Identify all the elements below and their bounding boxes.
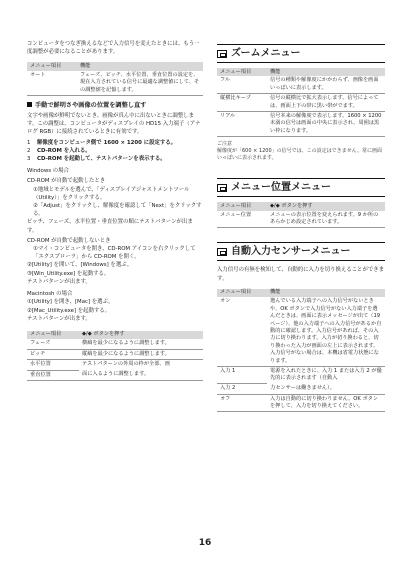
zoom-menu-title: ズームメニュー <box>231 48 301 59</box>
step-number: 3 <box>27 156 31 163</box>
header-cell: メニュー項目 <box>27 62 77 70</box>
header-cell: ◆/◆ ボタンを押す <box>267 202 385 210</box>
menu-item-cell: フェーズ <box>27 339 79 349</box>
function-cell: 信号本来の解像度で表示します。1600 × 1200 未満の信号は画面の中央に表示され、周囲は黒い枠になります。 <box>267 112 385 137</box>
menu-item-cell: フル <box>217 76 267 93</box>
table-row <box>217 384 385 394</box>
menu-position-icon <box>217 184 227 192</box>
function-cell: テストパターンの外周の枠が全部、画 <box>82 361 170 368</box>
header-cell: 機能 <box>267 289 385 297</box>
menu-position-title: メニュー位置メニュー <box>231 182 331 194</box>
note-title: ご注意 <box>217 141 233 148</box>
auto-input-icon <box>217 248 227 256</box>
instruction-line: ①地域とモデルを選んで、「ディスプレイアジャストメントツール（Utility）」をクリックする。 <box>33 186 190 201</box>
menu-item-cell: 水平位置 <box>27 360 79 370</box>
zoom-menu-heading <box>217 44 385 63</box>
function-cell: 選んでいる入力端子への入力信号がないときや、OK ボタンで入力信号がない入力端子を選んだときは、画面に表示メッセージが出て（19 ページ）、他の入力端子への入力信号があるか自動的に確認します。入力信号があれば、その入力に切り換わります。入力が切り換わると、切り換わった入力が画面の左上に表示されます。入力信号がない場合は、本機は省電力状態になります。 <box>267 297 385 366</box>
menu-item-cell: リアル <box>217 112 267 137</box>
instruction-line: ピッチ、フェーズ、水平位置・垂直位置の順にテストパターンが出ます。 <box>27 219 193 234</box>
step-item <box>27 147 203 155</box>
step-item <box>27 139 203 147</box>
table-row <box>217 394 385 412</box>
function-cell: 力センサーは働きません）。 <box>267 384 385 394</box>
step-text-tail: を表示する。 <box>133 156 166 163</box>
function-cell: 入力は自動的に切り換わりません。OK ボタンを押して、入力を切り換えてください。 <box>267 394 385 412</box>
mac-title: Macintosh の場合 <box>27 291 73 298</box>
table-header <box>217 202 385 210</box>
note-text: 解像度が「600 × 1200」の信号では、この設定はできません。常に画面いっぱいに表示されます。 <box>217 148 382 162</box>
table-row <box>217 211 385 228</box>
function-cell: 信号の縦横比で拡大表示します。信号によっては、画面上下の帯に黒い帯がでます。 <box>267 94 385 112</box>
function-cell: 横縞を最少になるように調整します。 <box>79 339 203 349</box>
section-heading <box>27 102 203 110</box>
table-row <box>27 370 203 380</box>
table-row <box>217 297 385 366</box>
table-row <box>217 366 385 383</box>
windows-title: Windows の場合 <box>27 168 69 175</box>
windows-block <box>27 167 203 286</box>
menu-item-cell: ピッチ <box>27 349 79 359</box>
step-text: CD-ROM を入れる。 <box>37 147 91 154</box>
step-item <box>27 155 203 163</box>
windows-subtitle-manual: CD-ROM が自動で起動しないとき <box>27 237 111 244</box>
function-cell: 面に入るように調整します。 <box>79 370 203 380</box>
table-header <box>27 331 203 339</box>
auto-adjust-table <box>27 62 203 96</box>
steps-list <box>27 139 203 164</box>
header-cell: ◆/◆ ボタンを押す <box>79 331 203 339</box>
menu-item-cell: 入力 2 <box>217 384 267 394</box>
section-paragraph: 文字や画像が鮮明でないとき、画像が真ん中に出ないときに調整します。この調整は、コンピュータがディスプレイの HD15 入力端子（アナログ RGB）に接続されているときに有効です。 <box>27 113 201 136</box>
instruction-line: ②[Mac_Utility.exe] を起動する。 <box>27 307 111 314</box>
table-row <box>217 112 385 137</box>
table-row <box>27 360 203 370</box>
table-row <box>217 94 385 112</box>
header-cell: 機能 <box>77 62 203 70</box>
menu-item-cell: メニュー位置 <box>217 211 267 228</box>
square-bullet-icon <box>27 102 32 107</box>
function-cell: 信号の種類や解像度にかかわらず、画像を画面いっぱいに表示します。 <box>267 76 385 93</box>
table-row <box>27 71 203 96</box>
step-text: CD-ROM を起動して、 <box>37 156 96 163</box>
function-cell: 縦縞を最少になるように調整します。 <box>79 349 203 359</box>
header-cell: メニュー項目 <box>217 289 267 297</box>
step-number: 1 <box>27 139 31 146</box>
auto-input-heading <box>217 242 385 261</box>
function-cell: メニューの表示位置を変えられます。9 か所のあらかじめ設定されています。 <box>267 211 385 228</box>
step-text: 解像度をコンピュータ側で 1600 × 1200 に設定する。 <box>37 139 177 146</box>
instruction-line: テストパターンが出ます。 <box>27 278 91 285</box>
auto-input-title: 自動入力センサーメニュー <box>231 246 351 258</box>
table-row <box>217 76 385 93</box>
instruction-line: ②「Adjust」をクリックし、解像度を確認して「Next」をクリックする。 <box>33 203 202 218</box>
instruction-line: ③[Win_Utility.exe] を起動する。 <box>27 270 110 277</box>
header-cell: メニュー項目 <box>217 202 267 210</box>
intro-text: コンピュータをつなぎ換えるなどで入力信号を変えたときには、もう一度調整が必要になることがあります。 <box>27 41 200 56</box>
auto-input-table <box>217 289 385 413</box>
table-header <box>27 62 203 70</box>
function-cell: 電源を入れたときに、入力 1 または入力 2 が優先的に表示されます（自動入 <box>270 367 382 382</box>
manual-adjust-table <box>27 331 203 381</box>
menu-item-cell: オート <box>27 71 77 96</box>
table-row <box>27 339 203 349</box>
menu-position-heading <box>217 178 385 197</box>
menu-item-cell: 垂直位置 <box>27 370 79 380</box>
step-emphasis: テストパターン <box>95 156 134 163</box>
menu-position-table <box>217 202 385 228</box>
left-column <box>27 40 203 381</box>
zoom-icon <box>217 50 227 58</box>
auto-input-intro: 入力信号の有無を検知して、自動的に入力を切り換えることができます。 <box>217 267 385 282</box>
header-cell: メニュー項目 <box>217 68 267 76</box>
table-header <box>217 68 385 76</box>
instruction-line: ①マイ・コンピュータを開き、CD-ROM アイコンを右クリックして「エクスプローラ」から CD-ROM を開く。 <box>33 246 196 261</box>
table-header <box>217 289 385 297</box>
table-row <box>27 349 203 359</box>
windows-subtitle-auto: CD-ROM が自動で起動したとき <box>27 178 106 185</box>
menu-item-cell: オン <box>217 297 267 366</box>
instruction-line: ①[Utility] を開き、[Mac] を選ぶ。 <box>27 299 114 306</box>
instruction-line: ②[Utility] を開いて、[Windows] を選ぶ。 <box>27 262 133 269</box>
page-number: 16 <box>198 538 212 548</box>
header-cell: メニュー項目 <box>27 331 79 339</box>
section-heading-text: 手動で鮮明さや画像の位置を調整し直す <box>35 102 147 110</box>
function-cell: フェーズ、ピッチ、水平位置、垂直位置の設定を、現在入力されている信号に最適な調整値にして、その調整値を記憶します。 <box>77 71 203 96</box>
menu-item-cell: 縦横比キープ <box>217 94 267 112</box>
header-cell: 機能 <box>267 68 385 76</box>
step-number: 2 <box>27 147 31 154</box>
right-column <box>217 44 385 412</box>
zoom-table <box>217 68 385 137</box>
instruction-line: テストパターンが出ます。 <box>27 315 91 322</box>
menu-item-cell: オフ <box>217 394 267 412</box>
menu-item-cell: 入力 1 <box>217 366 267 383</box>
mac-block <box>27 290 203 323</box>
